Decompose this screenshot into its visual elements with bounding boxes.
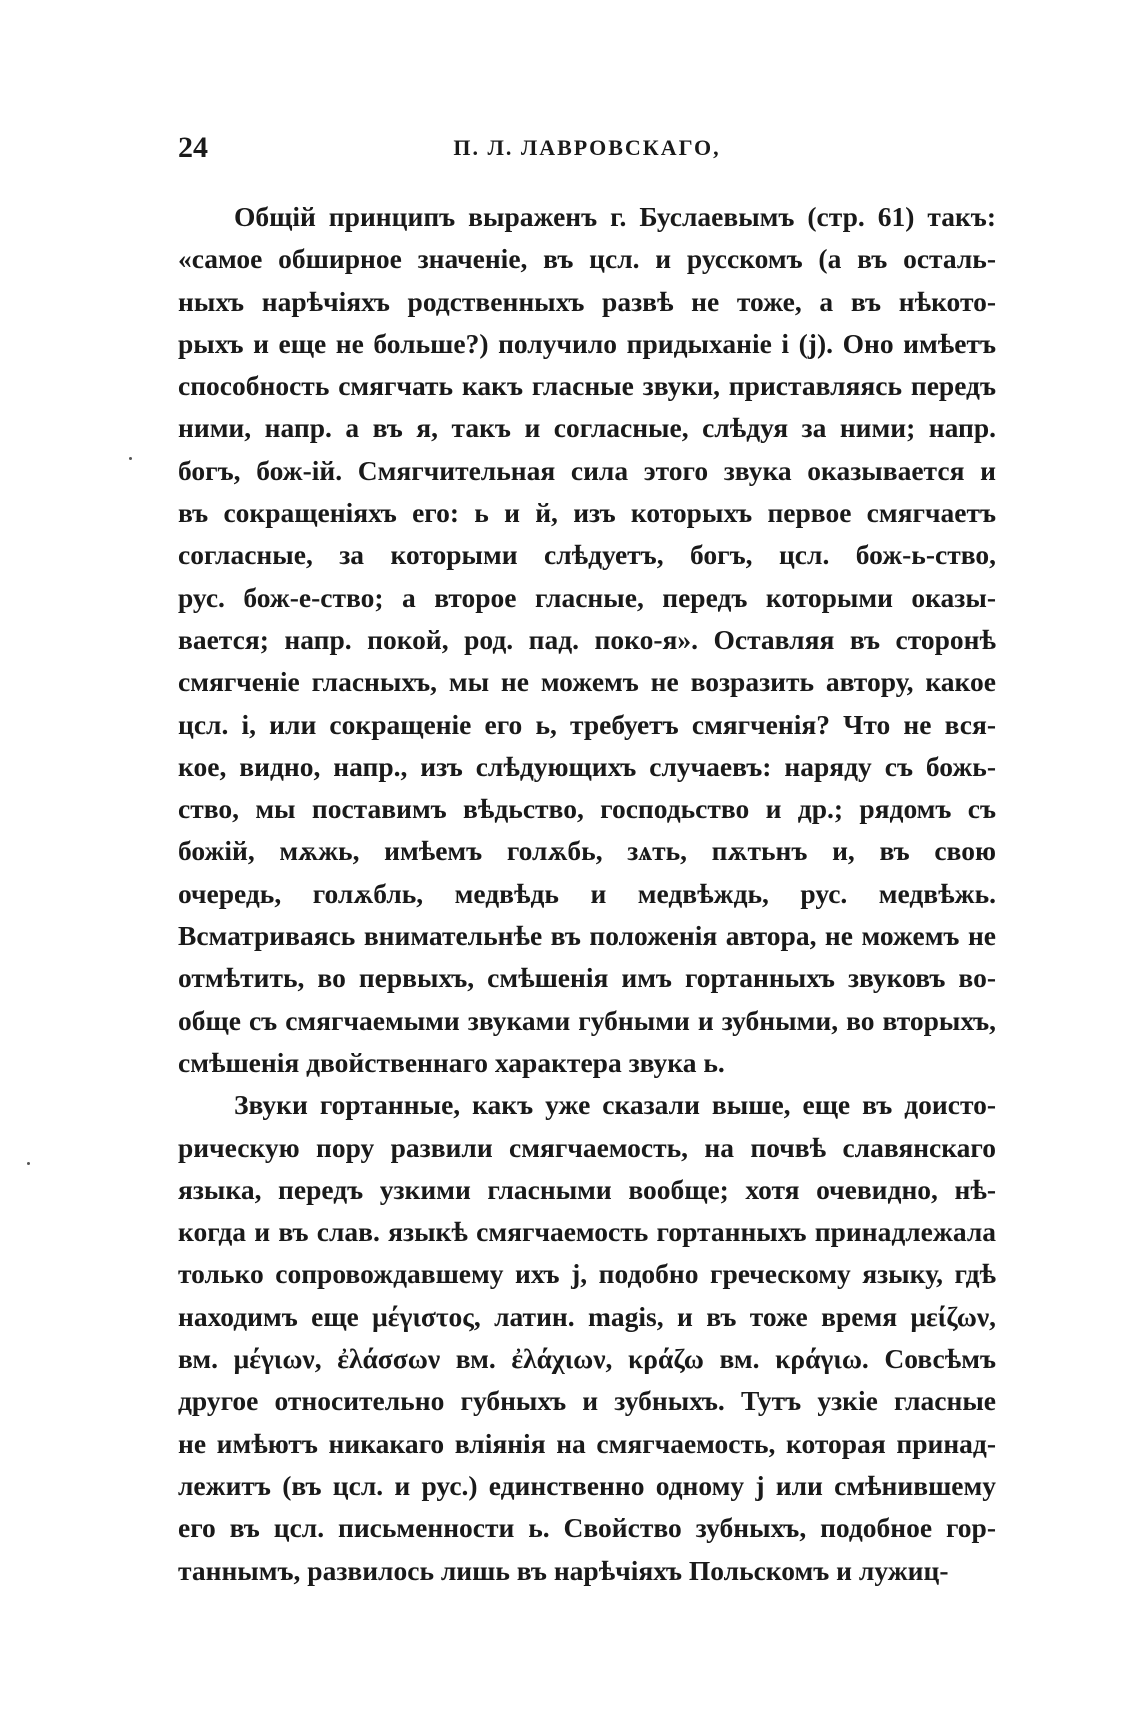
paragraphs <box>178 196 996 1592</box>
text-line: Общій принципъ выраженъ г. Буслаевымъ (стр. 61) такъ: <box>234 201 996 232</box>
text-line: вается; напр. покой, род. пад. поко-я». Оставляя въ сторонѣ <box>178 623 996 655</box>
text-line: находимъ еще μέγιστος, латин. magis, и въ тоже время μείζων, <box>178 1300 996 1332</box>
text-line: таннымъ, развилось лишь въ нарѣчіяхъ Польскомъ и лужиц- <box>178 1554 949 1586</box>
text-body <box>178 196 996 1592</box>
text-line: языка, передъ узкими гласными вообще; хотя очевидно, нѣ- <box>178 1173 996 1205</box>
text-line: способность смягчать какъ гласные звуки, приставляясь передъ <box>178 370 996 402</box>
text-line: «самое обширное значеніе, въ цсл. и русскомъ (а въ осталь- <box>178 243 996 275</box>
text-line: Всматриваясь внимательнѣе въ положенія автора, не можемъ не <box>178 920 996 952</box>
text-line: отмѣтить, во первыхъ, смѣшенія имъ гортанныхъ звуковъ во- <box>178 962 996 994</box>
paragraph <box>178 1084 996 1592</box>
page-header <box>178 128 996 168</box>
text-line: Звуки гортанные, какъ уже сказали выше, еще въ доисто- <box>234 1089 996 1121</box>
text-line: ними, напр. а въ я, такъ и согласные, слѣдуя за ними; напр. <box>178 412 996 444</box>
text-line: не имѣютъ никакаго вліянія на смягчаемость, которая принад- <box>178 1427 996 1459</box>
page-number: 24 <box>178 131 208 164</box>
text-line: когда и въ слав. языкѣ смягчаемость гортанныхъ принадлежала <box>178 1216 996 1248</box>
text-line: его въ цсл. письменности ь. Свойство зубныхъ, подобное гор- <box>178 1512 996 1544</box>
scan-speck <box>129 457 132 460</box>
text-line: вм. μέγιων, ἐλάσσων вм. ἐλάχιων, κράζω вм. κράγιω. Совсѣмъ <box>178 1343 996 1375</box>
text-line: божій, мѫжь, имѣемъ голѫбь, зѧть, пѫтьнъ и, въ свою <box>178 835 996 867</box>
text-line: цсл. і, или сокращеніе его ь, требуетъ смягченія? Что не вся- <box>178 708 996 740</box>
text-line: согласные, за которыми слѣдуетъ, богъ, цсл. бож-ь-ство, <box>178 539 996 571</box>
text-line: очередь, голѫбль, медвѣдь и медвѣждь, рус. медвѣжь. <box>178 877 996 909</box>
text-line: рическую пору развили смягчаемость, на почвѣ славянскаго <box>178 1131 996 1163</box>
text-line: въ сокращеніяхъ его: ь и й, изъ которыхъ первое смягчаетъ <box>178 497 996 529</box>
paragraph <box>178 196 996 1084</box>
text-line: богъ, бож-ій. Смягчительная сила этого звука оказывается и <box>178 454 996 486</box>
scan-speck <box>27 1162 30 1165</box>
text-line: другое относительно губныхъ и зубныхъ. Тутъ узкіе гласные <box>178 1385 996 1417</box>
running-title: П. Л. ЛАВРОВСКАГО, <box>453 135 721 160</box>
text-line: смягченіе гласныхъ, мы не можемъ не возразить автору, какое <box>178 666 996 698</box>
text-line: только сопровождавшему ихъ j, подобно греческому языку, гдѣ <box>178 1258 996 1290</box>
text-line: рыхъ и еще не больше?) получило придыханіе і (j). Оно имѣетъ <box>178 327 996 359</box>
text-line: ныхъ нарѣчіяхъ родственныхъ развѣ не тоже, а въ нѣкото- <box>178 285 996 317</box>
text-line: обще съ смягчаемыми звуками губными и зубными, во вторыхъ, <box>178 1004 996 1036</box>
text-line: ство, мы поставимъ вѣдьство, господьство и др.; рядомъ съ <box>178 793 996 825</box>
text-line: лежитъ (въ цсл. и рус.) единственно одному j или смѣнившему <box>178 1469 996 1501</box>
text-line: рус. бож-е-ство; а второе гласные, передъ которыми оказы- <box>178 581 996 613</box>
text-line: кое, видно, напр., изъ слѣдующихъ случаевъ: наряду съ божь- <box>178 750 996 782</box>
text-line: смѣшенія двойственнаго характера звука ь. <box>178 1046 725 1078</box>
